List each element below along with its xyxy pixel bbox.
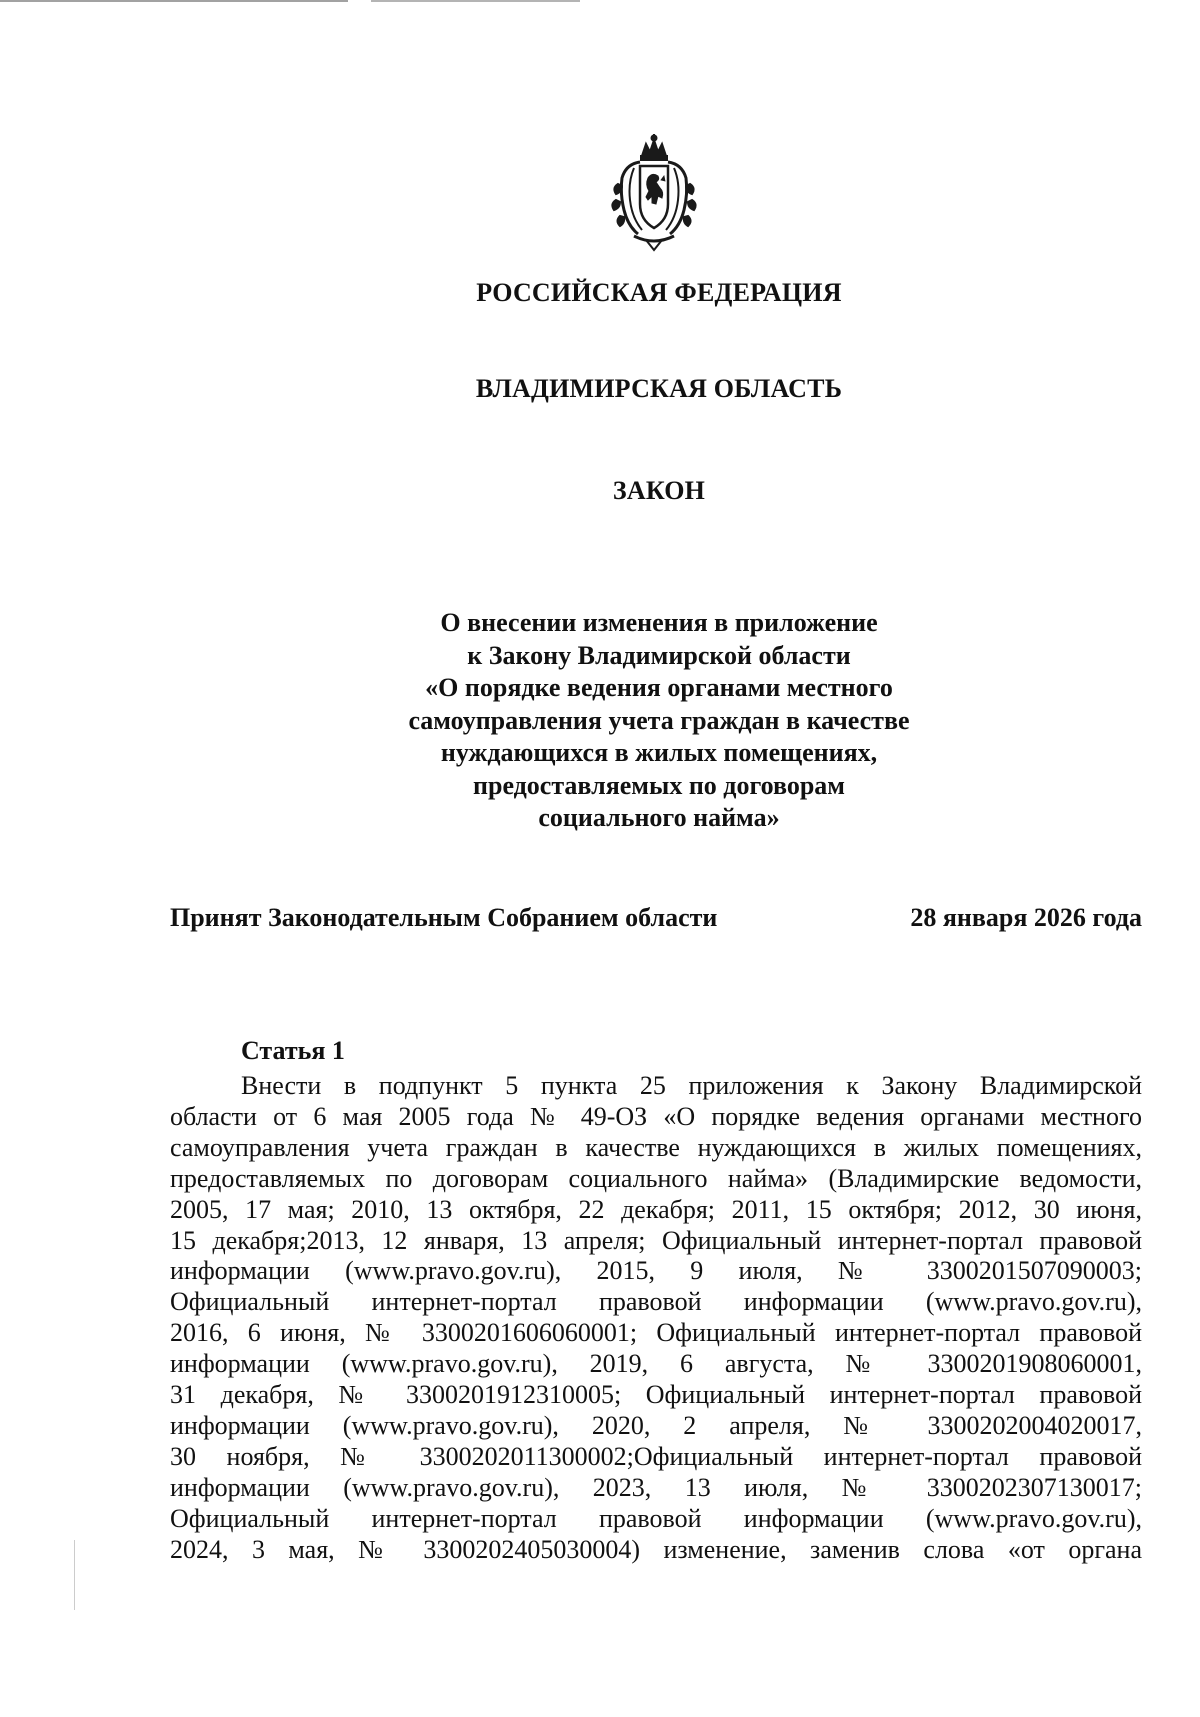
scan-margin-mark [74, 1540, 75, 1610]
law-title-line: предоставляемых по договорам [473, 770, 845, 800]
coat-of-arms-icon [604, 134, 704, 252]
body-line: самоуправления учета граждан в качестве нуждающихся в жилых помещениях, [170, 1132, 1142, 1162]
body-line: Внести в подпункт 5 пункта 25 приложения к Закону Владимирской [241, 1071, 1142, 1100]
body-line: 30 ноября, № 3300202011300002;Официальный интернет-портал правовой [170, 1441, 1142, 1471]
region-heading: ВЛАДИМИРСКАЯ ОБЛАСТЬ [475, 374, 843, 403]
body-line: 15 декабря;2013, 12 января, 13 апреля; Официальный интернет-портал правовой [170, 1225, 1142, 1255]
country-heading: РОССИЙСКАЯ ФЕДЕРАЦИЯ [476, 278, 842, 307]
body-line: информации (www.pravo.gov.ru), 2020, 2 апреля, № 3300202004020017, [170, 1410, 1142, 1440]
body-line: 31 декабря, № 3300201912310005; Официальный интернет-портал правовой [170, 1380, 1142, 1410]
body-line: предоставляемых по договорам социального найма» (Владимирские ведомости, [170, 1163, 1142, 1193]
body-line: области от 6 мая 2005 года № 49-ОЗ «О порядке ведения органами местного [170, 1101, 1142, 1131]
doc-type-heading: ЗАКОН [612, 476, 706, 505]
body-line: Официальный интернет-портал правовой информации (www.pravo.gov.ru), [170, 1503, 1142, 1533]
scan-edge-mark [0, 0, 580, 2]
law-title-line: к Закону Владимирской области [467, 640, 851, 670]
body-line: 2024, 3 мая, № 3300202405030004) изменение, заменив слова «от органа [170, 1534, 1142, 1564]
body-line: Официальный интернет-портал правовой информации (www.pravo.gov.ru), [170, 1287, 1142, 1317]
body-line: 2005, 17 мая; 2010, 13 октября, 22 декабря; 2011, 15 октября; 2012, 30 июня, [170, 1194, 1142, 1224]
law-title [0, 607, 1200, 835]
body-line: 2016, 6 июня, № 3300201606060001; Официальный интернет-портал правовой [170, 1318, 1142, 1348]
law-title-line: социального найма» [538, 803, 780, 832]
article-body [170, 1071, 1142, 1566]
law-title-line: О внесении изменения в приложение [440, 608, 878, 637]
adoption-date: 28 января 2026 года [910, 903, 1142, 932]
article-title: Статья 1 [241, 1036, 345, 1065]
law-title-line: самоуправления учета граждан в качестве [408, 705, 910, 735]
adopted-by-text: Принят Законодательным Собранием области [170, 903, 718, 932]
body-line: информации (www.pravo.gov.ru), 2015, 9 июля, № 3300201507090003; [170, 1256, 1142, 1286]
body-line: информации (www.pravo.gov.ru), 2019, 6 августа, № 3300201908060001, [170, 1349, 1142, 1379]
law-title-line: «О порядке ведения органами местного [425, 673, 893, 702]
law-title-line: нуждающихся в жилых помещениях, [440, 738, 878, 767]
body-line: информации (www.pravo.gov.ru), 2023, 13 июля, № 3300202307130017; [170, 1472, 1142, 1502]
